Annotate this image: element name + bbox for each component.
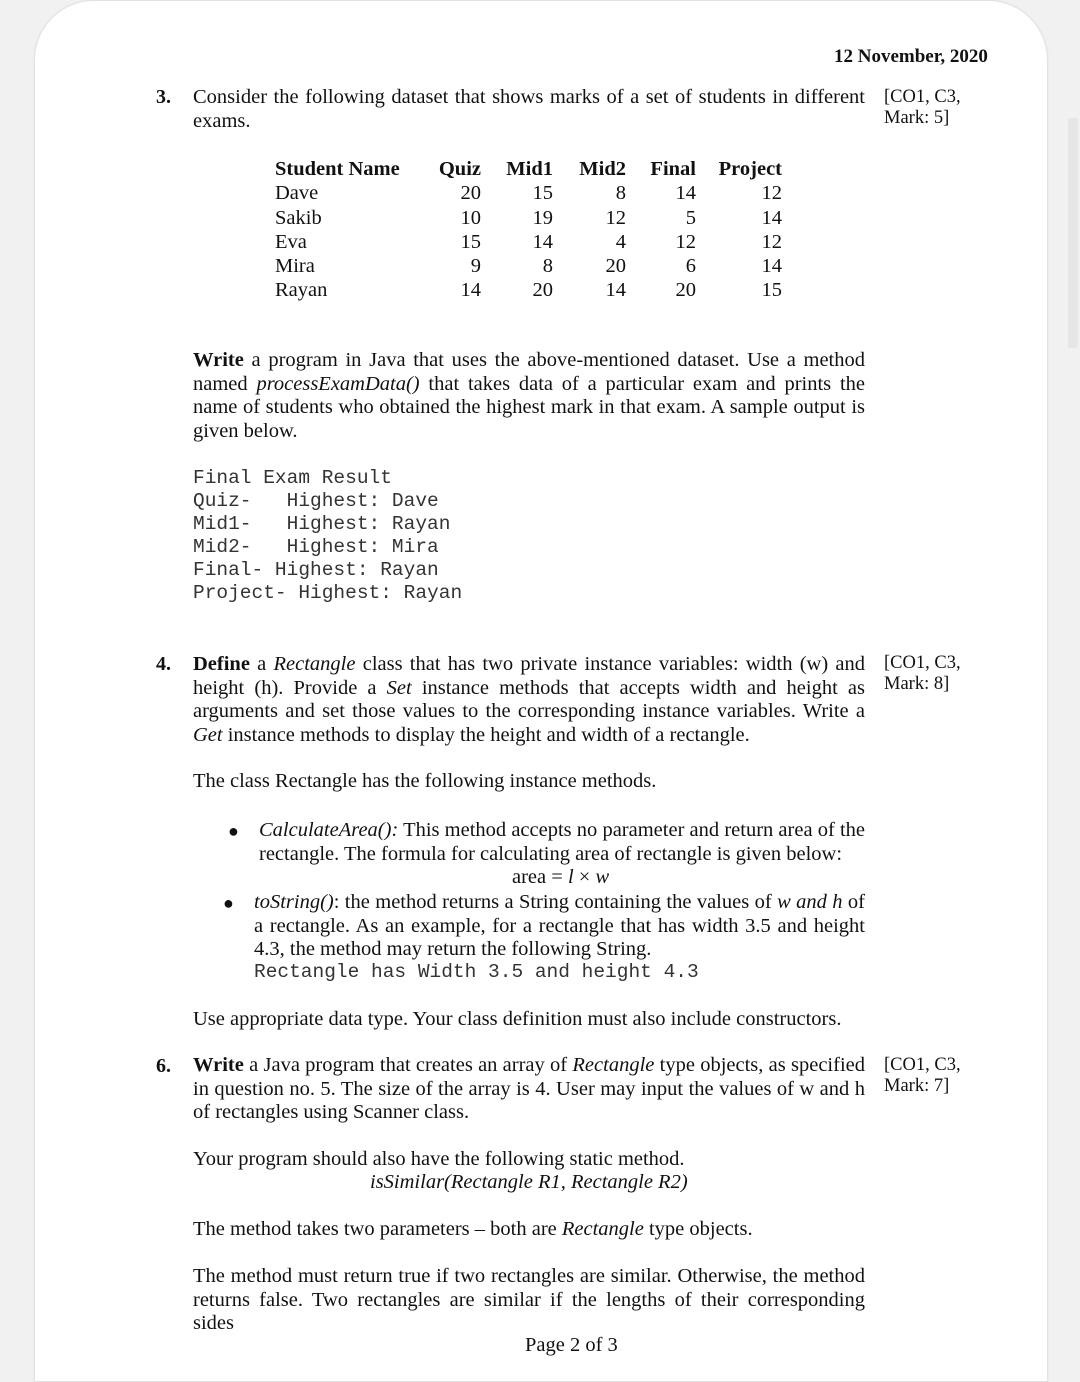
output-line: Mid1- Highest: Rayan [193,513,451,535]
table-cell: Sakib [275,206,322,229]
column-header: Project [718,158,782,180]
instruction-text: a program in Java that uses the above-mentioned dataset. Use a method named [193,349,865,395]
column-header: Student Name [275,158,400,180]
table-cell: 12 [761,230,782,253]
table-cell: 15 [761,279,782,302]
formula-var: l [567,866,574,888]
marks-co: [CO1, C3, [884,87,961,107]
column-header: Final [650,158,696,180]
table-cell: 9 [470,255,481,278]
table-cell: 14 [532,230,553,253]
page-number: Page 2 of 3 [525,1334,618,1356]
question-4-closing: Use appropriate data type. Your class definition must also include constructors. [193,1008,842,1030]
scrollbar[interactable] [1068,118,1078,348]
question-6-marks [884,1055,961,1097]
area-formula [512,866,609,890]
marks-co: [CO1, C3, [884,653,961,673]
param-text: type objects. [643,1218,753,1240]
table-cell: 20 [460,182,481,205]
return-description: The method must return true if two rectangles are similar. Otherwise, the method returns false. Two rectangles are similar if the lengths of their corresponding sides [193,1265,865,1334]
question-4-text [193,653,865,747]
question-text: instance methods that accepts width and height as arguments and set those values to the corresponding instance variables. Write a [193,676,865,722]
output-line: Project- Highest: Rayan [193,582,463,604]
table-cell: 8 [615,182,626,205]
table-row [275,181,782,205]
formula-text: × [573,866,596,888]
formula-text: area = [512,866,568,888]
output-line: Quiz- Highest: Dave [193,490,439,512]
method-signature [370,1171,688,1195]
set-keyword: Set [386,676,412,699]
table-cell: 12 [675,230,696,253]
table-cell: 4 [615,230,626,253]
write-keyword: Write [193,1054,244,1076]
table-cell: 14 [761,255,782,278]
table-cell: Dave [275,182,319,205]
table-cell: 12 [605,206,626,229]
get-keyword: Get [193,723,223,746]
column-header: Quiz [438,158,481,180]
question-4-marks [884,653,961,695]
bullet-text: : the method returns a String containing the values of [333,891,778,913]
question-text: type objects, as specified in question no. 5. The size of the array is 4. User may input the values of w and h of rectangles using Scanner class. [193,1054,865,1123]
method-name: CalculateArea(): [259,819,399,841]
table-cell: 5 [685,206,696,229]
methods-intro: The class Rectangle has the following instance methods. [193,770,657,792]
table-cell: 14 [605,279,626,302]
class-name: Rectangle [273,653,356,675]
class-name: Rectangle [572,1054,655,1076]
table-cell: 20 [605,255,626,278]
question-6-text [193,1054,865,1125]
output-line: Final- Highest: Rayan [193,559,439,581]
table-cell: 14 [675,182,696,205]
var-names: w and h [777,891,843,913]
table-header-row [275,157,782,181]
exam-date: 12 November, 2020 [834,46,988,67]
output-line: Final Exam Result [193,467,392,489]
formula-var: w [595,866,610,888]
table-cell: 15 [460,230,481,253]
column-header: Mid2 [579,158,626,180]
table-row [275,230,782,254]
class-name: Rectangle [561,1218,644,1240]
define-keyword: Define [193,653,250,675]
marks-table [275,157,782,303]
bullet-icon: ● [223,893,234,913]
table-cell: 19 [532,206,553,229]
question-text: instance methods to display the height and width of a rectangle. [222,723,750,746]
method-name: toString() [254,891,334,913]
parameters-description [193,1218,753,1242]
table-row [275,206,782,230]
question-6-number: 6. [156,1055,171,1077]
marks-value: Mark: 8] [884,674,950,694]
bullet-icon: ● [228,821,239,841]
table-cell: Rayan [275,279,328,302]
table-cell: 10 [460,206,481,229]
table-cell: 12 [761,182,782,205]
instruction-text: that takes data of a particular exam and prints the name of students who obtained the highest mark in that exam. A sample output is given below. [193,372,865,442]
param-text: The method takes two parameters – both are [193,1218,562,1240]
question-3-instructions [193,349,865,443]
question-3-number: 3. [156,86,171,108]
tostring-example: Rectangle has Width 3.5 and height 4.3 [254,961,699,983]
question-text: class that has two private instance variables: width (w) and height (h). Provide a [193,653,866,699]
table-cell: 20 [675,279,696,302]
marks-value: Mark: 7] [884,1076,950,1096]
method-name: processExamData() [256,372,420,395]
table-cell: 14 [460,279,481,302]
output-line: Mid2- Highest: Mira [193,536,439,558]
write-keyword: Write [193,349,244,371]
bullet-text: This method accepts no parameter and return area of the rectangle. The formula for calculating area of rectangle is given below: [259,819,865,865]
signature-text: isSimilar(Rectangle R1, Rectangle R2) [370,1171,688,1193]
table-cell: Eva [275,230,307,253]
question-3-text: Consider the following dataset that shows marks of a set of students in different exams. [193,86,865,132]
question-3-marks [884,87,961,129]
question-text: a [249,653,274,675]
bullet-text: of a rectangle. As an example, for a rectangle that has width 3.5 and height 4.3, the method may return the following String. [254,891,866,960]
column-header: Mid1 [506,158,553,180]
question-4-number: 4. [156,653,171,675]
table-cell: 6 [685,255,696,278]
marks-value: Mark: 5] [884,108,950,128]
table-cell: Mira [275,255,315,278]
table-row [275,254,782,278]
table-cell: 20 [532,279,553,302]
static-method-intro: Your program should also have the following static method. [193,1148,685,1170]
table-cell: 15 [532,182,553,205]
question-text: a Java program that creates an array of [243,1054,573,1076]
bullet-calculate-area [259,819,865,866]
table-cell: 14 [761,206,782,229]
bullet-tostring [254,891,865,962]
sample-output [193,467,462,605]
table-row [275,278,782,302]
marks-co: [CO1, C3, [884,1055,961,1075]
table-cell: 8 [542,255,553,278]
